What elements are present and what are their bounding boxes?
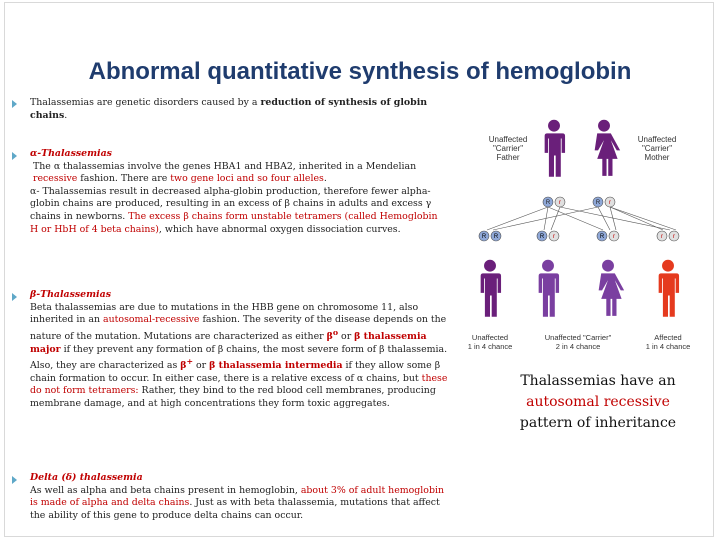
svg-text:2 in 4 chance: 2 in 4 chance xyxy=(555,342,601,351)
svg-text:R: R xyxy=(599,234,605,240)
child-affected-icon xyxy=(659,260,679,317)
alpha-section xyxy=(30,148,448,236)
bullet-icon xyxy=(12,293,20,301)
svg-text:1 in 4 chance: 1 in 4 chance xyxy=(645,342,691,351)
svg-text:R: R xyxy=(493,234,499,240)
bullet-icon xyxy=(12,476,20,484)
bullet-icon xyxy=(12,100,20,108)
svg-text:r: r xyxy=(609,200,611,206)
beta-paragraph-2: Also, they are characterized as β+ or β thalassemia intermedia if they allow some β chain formation to occur. In either case, there is a relative excess of α chains, but these do not form tetramers: Rather, they bind to the red blood cell membranes, producing membrane damage, and at high concentrations they form toxic aggregates. xyxy=(30,357,448,409)
mother-figure-icon xyxy=(595,120,621,176)
delta-paragraph: As well as alpha and beta chains present in hemoglobin, about 3% of adult hemoglobin is made of alpha and delta chains. Just as with beta thalassemia, mutations that affect the ability of this gene to produce delta chains can occur. xyxy=(30,484,444,521)
intro-paragraph: Thalassemias are genetic disorders caused by a reduction of synthesis of globin chains. xyxy=(30,97,428,121)
svg-text:R: R xyxy=(545,200,551,206)
delta-section xyxy=(30,472,448,522)
svg-text:Mother: Mother xyxy=(644,153,670,162)
svg-text:r: r xyxy=(553,234,555,240)
inheritance-diagram xyxy=(462,110,702,360)
delta-heading: Delta (δ) thalassemia xyxy=(30,472,143,483)
father-figure-icon xyxy=(545,120,565,177)
child-unaffected-label: Unaffected xyxy=(471,333,509,342)
svg-text:r: r xyxy=(613,234,615,240)
beta-section xyxy=(30,289,448,411)
alpha-paragraph-1: The α thalassemias involve the genes HBA1 and HBA2, inherited in a Mendelian recessive fashion. There are two gene loci and so four alleles. xyxy=(33,160,417,185)
diagram-caption: Thalassemias have an autosomal recessive pattern of inheritance xyxy=(519,373,677,431)
child-carrier-label: Unaffected "Carrier" xyxy=(544,333,612,342)
svg-text:R: R xyxy=(595,200,601,206)
children-alleles xyxy=(479,231,679,241)
alpha-heading: α-Thalassemias xyxy=(30,148,112,159)
child-carrier-1-icon xyxy=(539,260,559,317)
beta-paragraph-1: Beta thalassemias are due to mutations in the HBB gene on chromosome 11, also inherited in an autosomal-recessive fashion. The severity of the disease depends on the nature of the mutation. Mutations are characterized as either $\beta^o$ or β thalassemia major if they prevent any formation of β chains, the most severe form of β thalassemia. xyxy=(30,301,448,355)
child-unaffected-icon xyxy=(481,260,501,317)
father-alleles xyxy=(543,197,565,207)
svg-text:r: r xyxy=(661,234,663,240)
svg-text:r: r xyxy=(559,200,561,206)
svg-text:R: R xyxy=(539,234,545,240)
svg-text:1 in 4 chance: 1 in 4 chance xyxy=(467,342,513,351)
svg-text:Father: Father xyxy=(496,153,520,162)
slide-title: Abnormal quantitative synthesis of hemoglobin xyxy=(88,58,632,85)
mother-alleles xyxy=(593,197,615,207)
beta-heading: β-Thalassemias xyxy=(30,289,111,300)
father-label: Unaffected xyxy=(488,135,528,144)
bullet-icon xyxy=(12,152,20,160)
child-carrier-2-icon xyxy=(599,260,625,316)
svg-text:r: r xyxy=(673,234,675,240)
child-affected-label: Affected xyxy=(654,333,682,342)
alpha-paragraph-2: α- Thalassemias result in decreased alpha-globin production, therefore fewer alpha-globin chains are produced, resulting in an excess of β chains in adults and excess γ chains in newborns. The excess β chains form unstable tetramers (called Hemoglobin H or HbH of 4 beta chains), which have abnormal oxygen dissociation curves. xyxy=(30,185,438,235)
svg-text:R: R xyxy=(481,234,487,240)
svg-text:"Carrier": "Carrier" xyxy=(641,144,673,153)
mother-label: Unaffected xyxy=(637,135,677,144)
svg-text:"Carrier": "Carrier" xyxy=(492,144,524,153)
inheritance-lines xyxy=(487,207,676,230)
